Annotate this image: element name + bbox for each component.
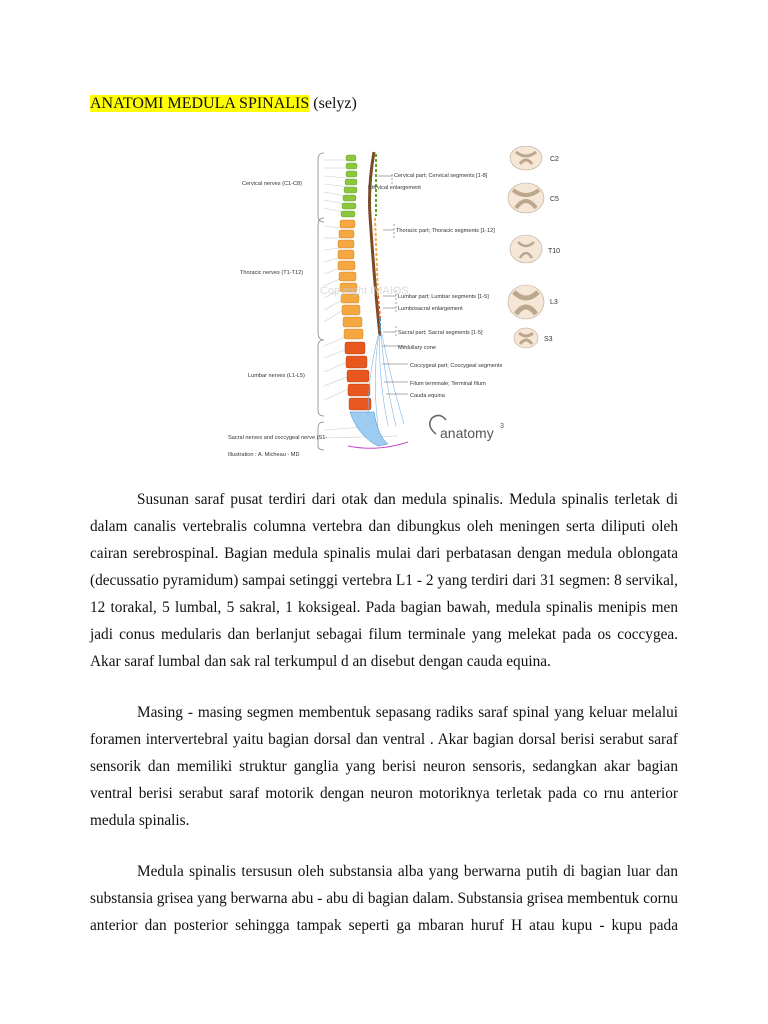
label-cervical-part: Cervical part; Cervical segments [1-8] xyxy=(394,173,488,179)
label-illustration-credit: Illustration : A. Micheau - MD xyxy=(228,452,300,458)
label-cervical-enlargement: Cervical enlargement xyxy=(368,185,421,191)
label-sacral-part: Sacral part; Sacral segments [1-5] xyxy=(398,330,483,336)
paragraph-2: Masing - masing segmen membentuk sepasang radiks saraf spinal yang keluar melalui foramen intervertebral yaitu bagian dorsal dan ventral . Akar bagian dorsal berisi serabut saraf sensorik dan memiliki struktur ganglia yang berisi neuron sensoris, sedangkan akar bagian ventral berisi serabut saraf motorik dengan neuron motoriknya terletak pada co rnu anterior medula spinalis. xyxy=(90,704,678,829)
label-sacral-nerves: Sacral nerves and coccygeal nerve (S1- xyxy=(228,435,328,441)
label-filum-terminale: Filum terminale; Terminal filum xyxy=(410,381,486,387)
label-thoracic-part: Thoracic part; Thoracic segments [1-12] xyxy=(396,228,495,234)
left-brackets xyxy=(318,153,324,450)
sacrum xyxy=(350,412,388,446)
label-cauda-equina: Cauda equina xyxy=(410,393,445,399)
title-highlight: ANATOMI MEDULA SPINALIS xyxy=(90,95,310,112)
thoracic-vertebrae xyxy=(338,220,363,339)
segment-label-c5: C5 xyxy=(550,196,559,203)
left-nerve-fibers xyxy=(324,160,398,438)
segment-label-t10: T10 xyxy=(548,248,561,255)
logo-text: anatomy xyxy=(440,425,494,441)
author-note: (selyz) xyxy=(313,95,357,112)
cervical-vertebrae xyxy=(341,155,357,217)
spinal-cord-figure xyxy=(228,146,572,466)
segment-label-s3: S3 xyxy=(544,336,553,343)
segment-label-l3: L3 xyxy=(550,299,558,306)
label-lumbar-nerves: Lumbar nerves (L1-L5) xyxy=(248,373,305,379)
body-text xyxy=(90,486,678,963)
label-thoracic-nerves: Thoracic nerves (T1-T12) xyxy=(240,270,304,276)
label-lumbar-part: Lumbar part; Lumbar segments [1-5] xyxy=(398,294,489,300)
paragraph-1: Susunan saraf pusat terdiri dari otak dan medula spinalis. Medula spinalis terletak di dalam canalis vertebralis columna vertebra dan dibungkus oleh meningen serta diliputi oleh cairan serebrospinal. Bagian medula spinalis mulai dari perbatasan dengan medula oblongata (decussatio pyramidum) sampai setinggi vertebra L1 - 2 yang terdiri dari 31 segmen: 8 servikal, 12 torakal, 5 lumbal, 5 sakral, 1 koksigeal. Pada bagian bawah, medula spinalis menipis men jadi conus medularis dan berlanjut sebagai filum terminale yang melekat pada os coccygea. Akar saraf lumbal dan sak ral terkumpul d an disebut dengan cauda equina. xyxy=(90,491,678,670)
segment-label-c2: C2 xyxy=(550,156,559,163)
watermark: Copyright IMAIOS xyxy=(320,285,409,297)
segment-markers xyxy=(392,174,396,338)
label-lumbosacral-enlargement: Lumbosacral enlargement xyxy=(398,306,463,312)
label-cervical-nerves: Cervical nerves (C1-C8) xyxy=(242,181,302,187)
lumbar-vertebrae xyxy=(345,342,371,410)
label-medullary-cone: Medullary cone xyxy=(398,345,436,351)
anatomy-logo xyxy=(430,415,504,441)
document-title xyxy=(90,93,357,115)
cross-sections xyxy=(508,146,544,348)
spinal-cord-illustration xyxy=(228,146,572,466)
logo-superscript: 3 xyxy=(500,423,504,430)
paragraph-3: Medula spinalis tersusun oleh substansia alba yang berwarna putih di bagian luar dan substansia grisea yang berwarna abu - abu di bagian dalam. Substansia grisea membentuk cornu anterior dan posterior sehingga tampak seperti ga mbaran huruf H atau kupu - kupu pada xyxy=(90,863,678,934)
label-coccygeal-part: Coccygeal part; Coccygeal segments xyxy=(410,363,503,369)
